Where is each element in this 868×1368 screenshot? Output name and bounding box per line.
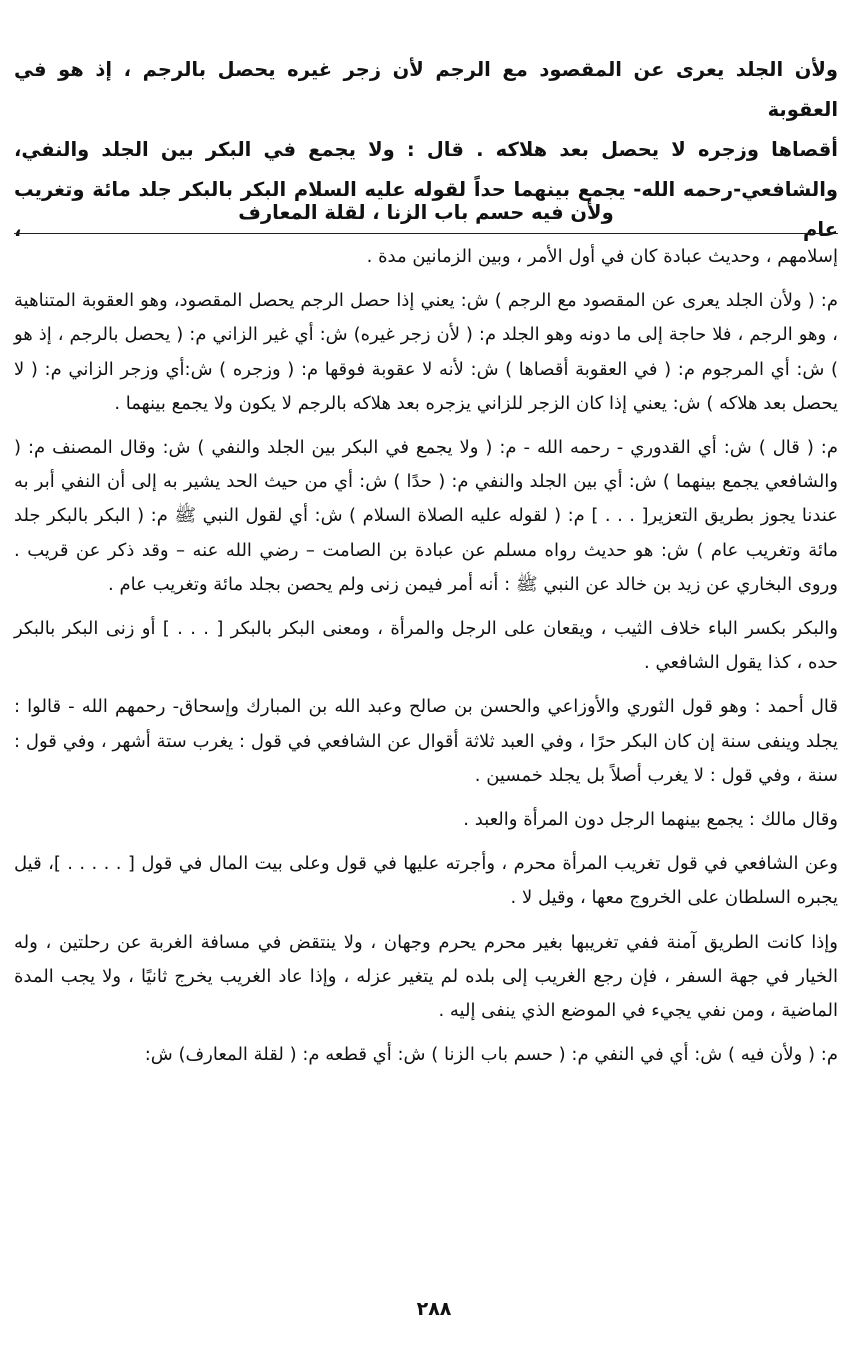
matn-line-last: ولأن فيه حسم باب الزنا ، لقلة المعارف (238, 201, 614, 224)
commentary-paragraph: وقال مالك : يجمع بينهما الرجل دون المرأة والعبد . (463, 809, 838, 831)
commentary-paragraph: إسلامهم ، وحديث عبادة كان في أول الأمر ، وبين الزمانين مدة . (366, 246, 838, 267)
page-number: ٢٨٨ (416, 1298, 452, 1320)
commentary-paragraph: والبكر بكسر الباء خلاف الثيب ، ويقعان على الرجل والمرأة ، ومعنى البكر بالبكر [ . . . ] أو زنى البكر بالبكر حده ، كذا يقول الشافعي . (14, 618, 838, 674)
commentary-paragraph: وعن الشافعي في قول تغريب المرأة محرم ، وأجرته عليها في قول وعلى بيت المال في قول [ . . . . . ]، قيل يجبره السلطان على الخروج معها ، وقيل لا . (14, 853, 838, 909)
commentary-paragraph: م: ( ولأن الجلد يعرى عن المقصود مع الرجم ) ش: يعني إذا حصل الرجم يحصل المقصود، وهو العقوبة المتناهية ، وهو الرجم ، فلا حاجة إلى ما دونه وهو الجلد م: ( لأن زجر غيره) ش: أي غير الزاني م: ( يحصل بالرجم ، إذ هو ) ش: أي المرجوم م: ( في العقوبة أقصاها ) ش: لأنه لا عقوبة فوقها م: ( وزجره ) ش:أي وزجر الزاني م: ( لا يحصل بعد هلاكه ) ش: يعني إذا كان الزجر للزاني يزجره بعد هلاكه بالرجم لا يكون ولا يجمع بينهما . (14, 290, 838, 414)
commentary-paragraph: م: ( ولأن فيه ) ش: أي في النفي م: ( حسم باب الزنا ) ش: أي قطعه م: ( لقلة المعارف) ش: (144, 1044, 838, 1066)
matn-line: أقصاها وزجره لا يحصل بعد هلاكه . قال : ولا يجمع في البكر بين الجلد والنفي، (14, 138, 838, 161)
matn-line: ولأن الجلد يعرى عن المقصود مع الرجم لأن زجر غيره يحصل بالرجم ، إذ هو في العقوبة (14, 58, 838, 121)
matn-line: والشافعي-رحمه الله- يجمع بينهما حداً لقوله عليه السلام البكر بالبكر جلد مائة وتغريب عام ، (14, 178, 838, 241)
commentary-text-block (14, 240, 838, 1082)
commentary-paragraph: وإذا كانت الطريق آمنة ففي تغريبها بغير محرم يحرم وجهان ، ولا ينتقض في مسافة الغربة عن رحلتين ، وله الخيار في جهة السفر ، فإن رجع الغريب إلى بلده لم يتغير عزله ، وإذا عاد الغريب يخرج ثانيًا ، ولا يجب المدة الماضية ، ومن نفي يجيء في الموضع الذي ينفى إليه . (14, 931, 838, 1022)
commentary-paragraph: قال أحمد : وهو قول الثوري والأوزاعي والحسن بن صالح وعبد الله بن المبارك وإسحاق- رحمهم الله - قالوا : يجلد وينفى سنة إن كان البكر حرًا ، وفي العبد ثلاثة أقوال عن الشافعي في قول : يغرب ستة أشهر ، وفي قول : سنة ، وفي قول : لا يغرب أصلاً بل يجلد خمسين . (14, 696, 838, 786)
separator-line (14, 233, 838, 234)
commentary-paragraph: م: ( قال ) ش: أي القدوري - رحمه الله - م: ( ولا يجمع في البكر بين الجلد والنفي ) ش: وقال المصنف م: ( والشافعي يجمع بينهما ) ش: أي بين الجلد والنفي م: ( حدًا ) ش: أي من حيث الحد يشير به إلى أن النفي أبر به عندنا يجوز بطريق التعزير[ . . . ] م: ( لقوله عليه الصلاة السلام ) ش: أي لقول النبي ﷺ م: ( البكر بالبكر جلد مائة وتغريب عام ) ش: هو حديث رواه مسلم عن عبادة بن الصامت – رضي الله عنه – وقد ذكر عن قريب . وروى البخاري عن زيد بن خالد عن النبي ﷺ : أنه أمر فيمن زنى ولم يحصن بجلد مائة وتغريب عام . (14, 437, 838, 595)
